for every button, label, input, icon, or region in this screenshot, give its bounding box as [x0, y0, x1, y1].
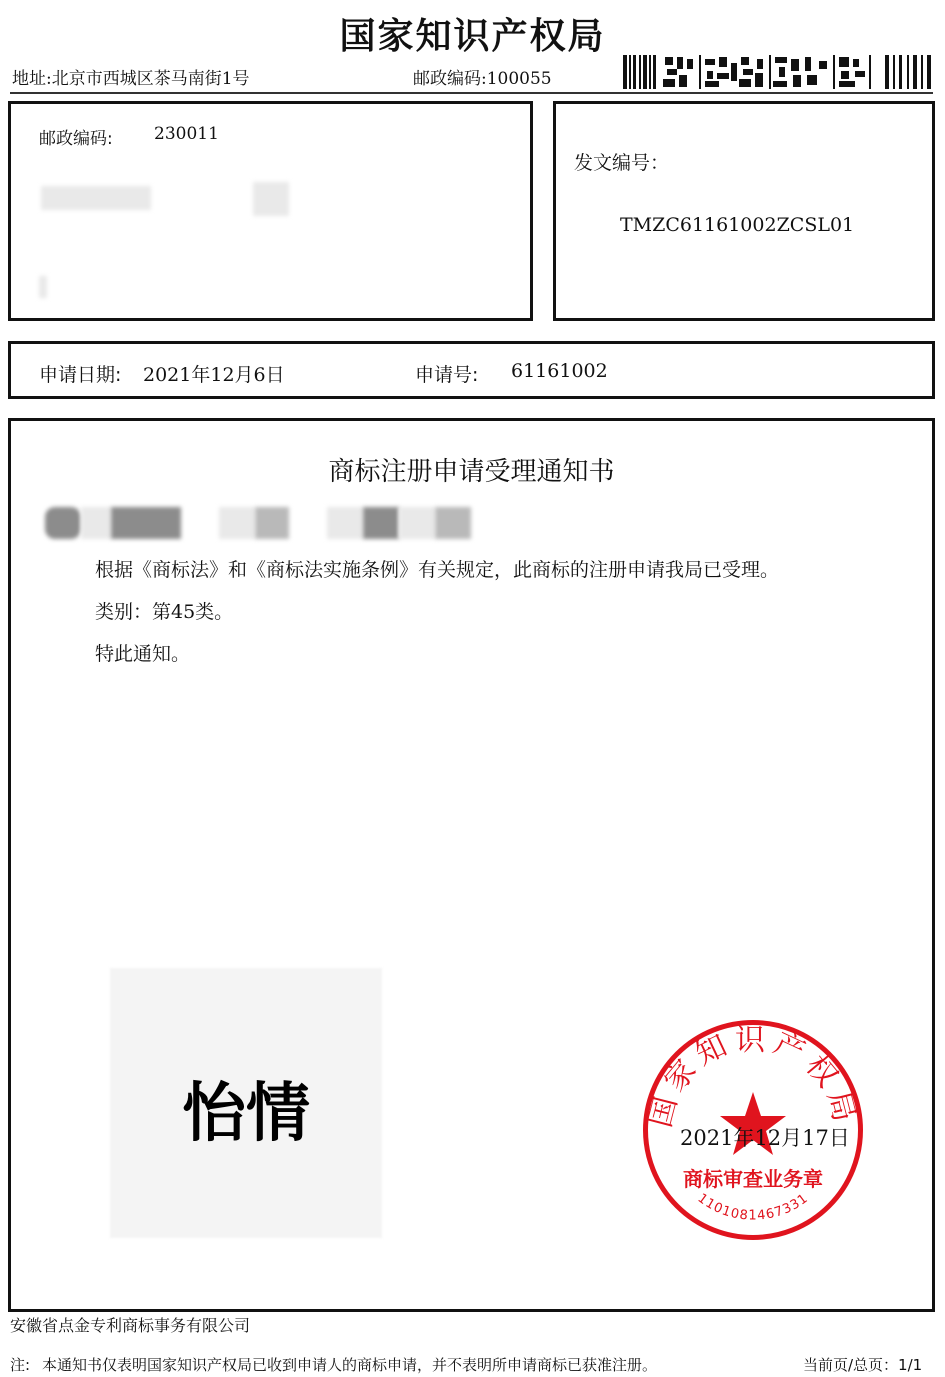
redacted-applicant-4 — [219, 507, 255, 539]
application-number-label: 申请号: — [415, 364, 479, 386]
doc-number-value: TMZC61161002ZCSL01 — [620, 214, 855, 236]
redacted-applicant-7 — [363, 507, 399, 539]
redacted-applicant-9 — [435, 507, 471, 539]
redacted-applicant-2 — [81, 507, 111, 539]
seal-outer-text: 国家知识产权局 — [643, 1023, 863, 1131]
redacted-applicant-8 — [399, 507, 435, 539]
application-date-value: 2021年12月6日 — [143, 364, 285, 386]
notice-date: 2021年12月17日 — [680, 1126, 850, 1150]
footer-note: 本通知书仅表明国家知识产权局已收到申请人的商标申请，并不表明所申请商标已获准注册。 — [42, 1356, 658, 1374]
application-date-label: 申请日期: — [39, 364, 122, 386]
recipient-box — [8, 101, 533, 321]
footer-note-label: 注: — [10, 1356, 31, 1374]
application-box — [8, 341, 935, 399]
application-number-value: 61161002 — [511, 360, 608, 382]
redacted-applicant-1 — [45, 507, 81, 539]
recipient-postcode-label: 邮政编码: — [39, 129, 113, 149]
seal-inner-text: 商标审查业务章 — [683, 1167, 823, 1191]
redacted-applicant-3 — [111, 507, 181, 539]
notice-line-2: 类别：第45类。 — [95, 601, 234, 623]
recipient-postcode-value: 230011 — [154, 124, 219, 144]
trademark-image: 怡情 — [182, 1077, 310, 1151]
notice-line-3: 特此通知。 — [95, 643, 191, 665]
header-rule — [10, 92, 933, 94]
doc-number-box — [553, 101, 935, 321]
office-postcode: 邮政编码:100055 — [413, 69, 552, 89]
redacted-mark — [253, 182, 289, 216]
office-address: 地址:北京市西城区茶马南街1号 — [12, 69, 250, 89]
redacted-applicant-5 — [255, 507, 289, 539]
redacted-applicant-6 — [327, 507, 363, 539]
notice-line-1: 根据《商标法》和《商标法实施条例》有关规定，此商标的注册申请我局已受理。 — [95, 559, 780, 581]
seal-code: 1101081467331 — [694, 1190, 812, 1224]
barcode — [623, 55, 931, 89]
office-title: 国家知识产权局 — [339, 16, 606, 57]
notice-heading: 商标注册申请受理通知书 — [328, 457, 615, 487]
redacted-address — [39, 276, 47, 298]
svg-text:1101081467331 — [695, 1191, 812, 1224]
doc-number-label: 发文编号： — [574, 152, 670, 174]
page-indicator: 当前页/总页：1/1 — [803, 1356, 923, 1374]
redacted-name — [41, 186, 151, 210]
agency-name: 安徽省点金专利商标事务有限公司 — [10, 1316, 251, 1335]
